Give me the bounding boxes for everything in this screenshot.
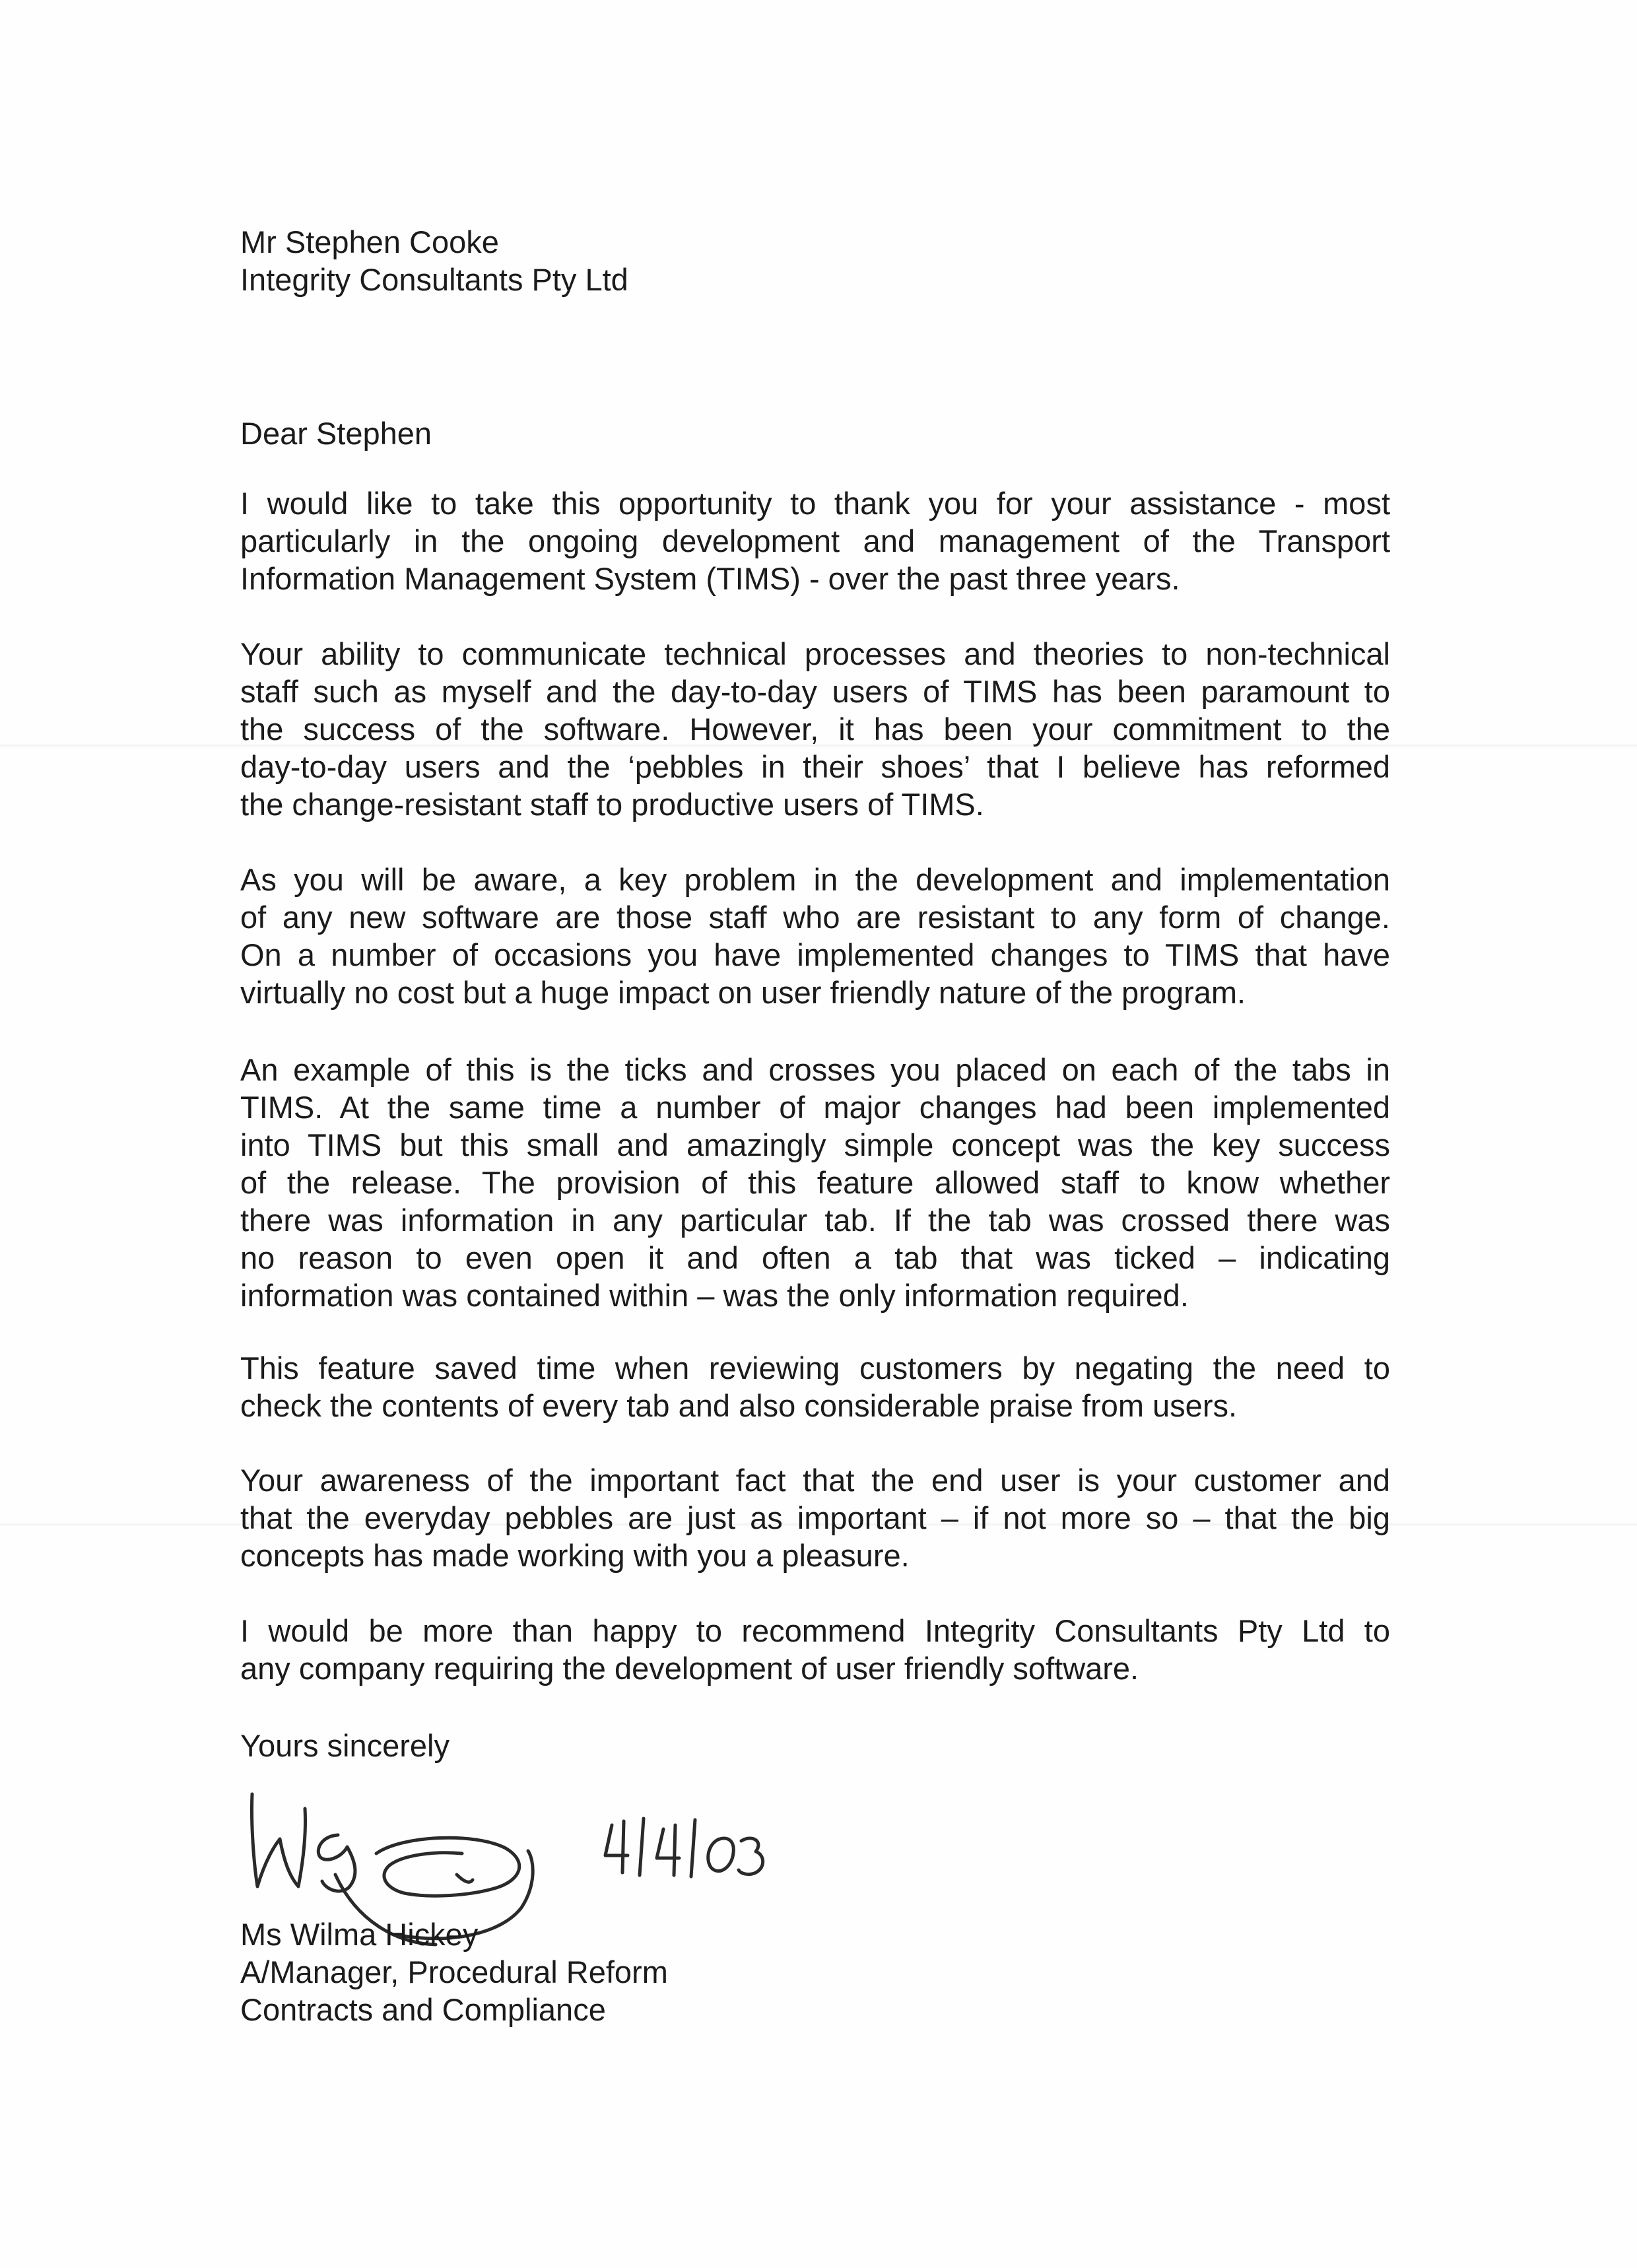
paragraph-3: As you will be aware, a key problem in the development and implementation of any new software are those staff who are resistant to any form of change. On a number of occasions you have implemented changes to TIMS that have virtually no cost but a huge impact on user friendly nature of the program. bbox=[240, 862, 1390, 1010]
paragraph-2: Your ability to communicate technical processes and theories to non-technical staff such as myself and the day-to-day users of TIMS has been paramount to the success of the software. However, it has been your commitment to the day-to-day users and the ‘pebbles in their shoes’ that I believe has reformed the change-resistant staff to productive users of TIMS. bbox=[240, 636, 1390, 822]
sender-title: A/Manager, Procedural Reform bbox=[240, 1954, 668, 1989]
paragraph-4: An example of this is the ticks and crosses you placed on each of the tabs in TIMS. At the same time a number of major changes had been implemented into TIMS but this small and amazingly simple concept was the key success of the release. The provision of this feature allowed staff to know whether there was information in any particular tab. If the tab was crossed there was no reason to even open it and often a tab that was ticked – indicating information was contained within – was the only information required. bbox=[240, 1052, 1390, 1313]
sender-department: Contracts and Compliance bbox=[240, 1992, 606, 2027]
paragraph-5: This feature saved time when reviewing customers by negating the need to check the contents of every tab and also considerable praise from users. bbox=[240, 1351, 1390, 1423]
closing: Yours sincerely bbox=[240, 1728, 450, 1763]
paragraph-1: I would like to take this opportunity to thank you for your assistance - most particularly in the ongoing development and management of the Transport Information Management System (TIMS) - over the past three years. bbox=[240, 486, 1390, 596]
recipient-name: Mr Stephen Cooke bbox=[240, 224, 499, 259]
paragraph-7: I would be more than happy to recommend Integrity Consultants Pty Ltd to any company requiring the development of user friendly software. bbox=[240, 1613, 1390, 1686]
sender-block bbox=[240, 1916, 1389, 2028]
recipient-company: Integrity Consultants Pty Ltd bbox=[240, 262, 628, 297]
recipient-address bbox=[240, 223, 1389, 298]
salutation: Dear Stephen bbox=[240, 416, 432, 451]
paragraph-6: Your awareness of the important fact that the end user is your customer and that the everyday pebbles are just as important – if not more so – that the big concepts has made working with you a pleasure. bbox=[240, 1463, 1390, 1573]
handwritten-date bbox=[597, 1812, 769, 1884]
sender-name: Ms Wilma Hickey bbox=[240, 1917, 479, 1952]
